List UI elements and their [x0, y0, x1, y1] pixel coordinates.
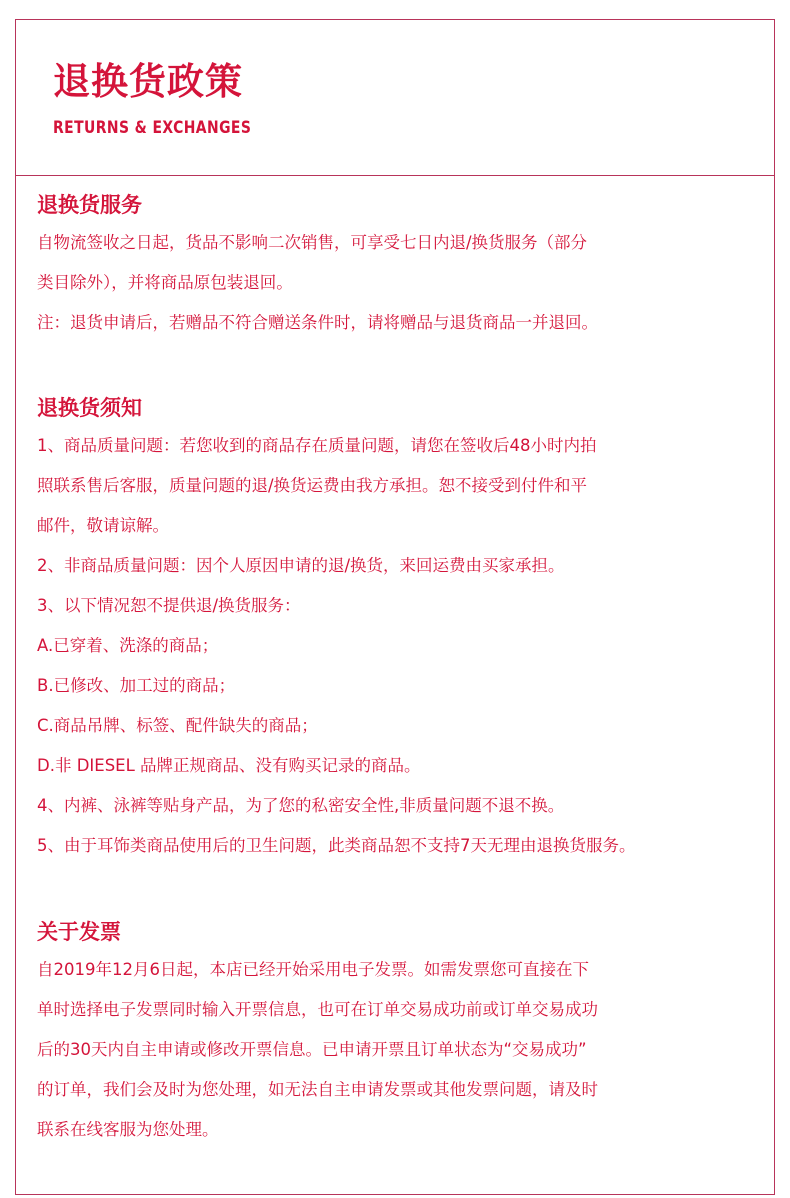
section-return-notice — [37, 393, 737, 866]
paragraph-line: 2、非商品质量问题：因个人原因申请的退/换货，来回运费由买家承担。 — [37, 556, 565, 575]
paragraph-line: 自2019年12月6日起，本店已经开始采用电子发票。如需发票您可直接在下 — [37, 960, 589, 979]
paragraph-line: 注：退货申请后，若赠品不符合赠送条件时，请将赠品与退货商品一并退回。 — [37, 313, 598, 332]
paragraph-line: 类目除外），并将商品原包装退回。 — [37, 273, 293, 292]
paragraph-line: 1、商品质量问题：若您收到的商品存在质量问题，请您在签收后48小时内拍 — [37, 436, 597, 455]
paragraph-line: A.已穿着、洗涤的商品； — [37, 636, 219, 655]
page-subtitle: RETURNS & EXCHANGES — [53, 118, 252, 138]
paragraph-line: 联系在线客服为您处理。 — [37, 1120, 219, 1139]
section-title: 退换货服务 — [37, 193, 142, 217]
paragraph-line: 4、内裤、泳裤等贴身产品，为了您的私密安全性,非质量问题不退不换。 — [37, 796, 565, 815]
paragraph-line: C.商品吊牌、标签、配件缺失的商品； — [37, 716, 318, 735]
section-return-service — [37, 190, 737, 343]
paragraph-line: D.非 DIESEL 品牌正规商品、没有购买记录的商品。 — [37, 756, 421, 775]
paragraph-line: 自物流签收之日起，货品不影响二次销售，可享受七日内退/换货服务（部分 — [37, 233, 588, 252]
paragraph-line: 3、以下情况恕不提供退/换货服务： — [37, 596, 301, 615]
paragraph-line: B.已修改、加工过的商品； — [37, 676, 236, 695]
section-title: 退换货须知 — [37, 396, 142, 420]
section-title: 关于发票 — [37, 920, 121, 944]
paragraph-line: 5、由于耳饰类商品使用后的卫生问题，此类商品恕不支持7天无理由退换货服务。 — [37, 836, 636, 855]
paragraph-line: 邮件，敬请谅解。 — [37, 516, 169, 535]
page-header — [16, 20, 774, 176]
paragraph-line: 后的30天内自主申请或修改开票信息。已申请开票且订单状态为“交易成功” — [37, 1040, 587, 1059]
paragraph-line: 单时选择电子发票同时输入开票信息，也可在订单交易成功前或订单交易成功 — [37, 1000, 598, 1019]
policy-content — [37, 190, 737, 1150]
page-title: 退换货政策 — [53, 60, 243, 103]
section-invoice — [37, 917, 737, 1150]
paragraph-line: 照联系售后客服，质量问题的退/换货运费由我方承担。恕不接受到付件和平 — [37, 476, 588, 495]
paragraph-line: 的订单，我们会及时为您处理，如无法自主申请发票或其他发票问题，请及时 — [37, 1080, 598, 1099]
